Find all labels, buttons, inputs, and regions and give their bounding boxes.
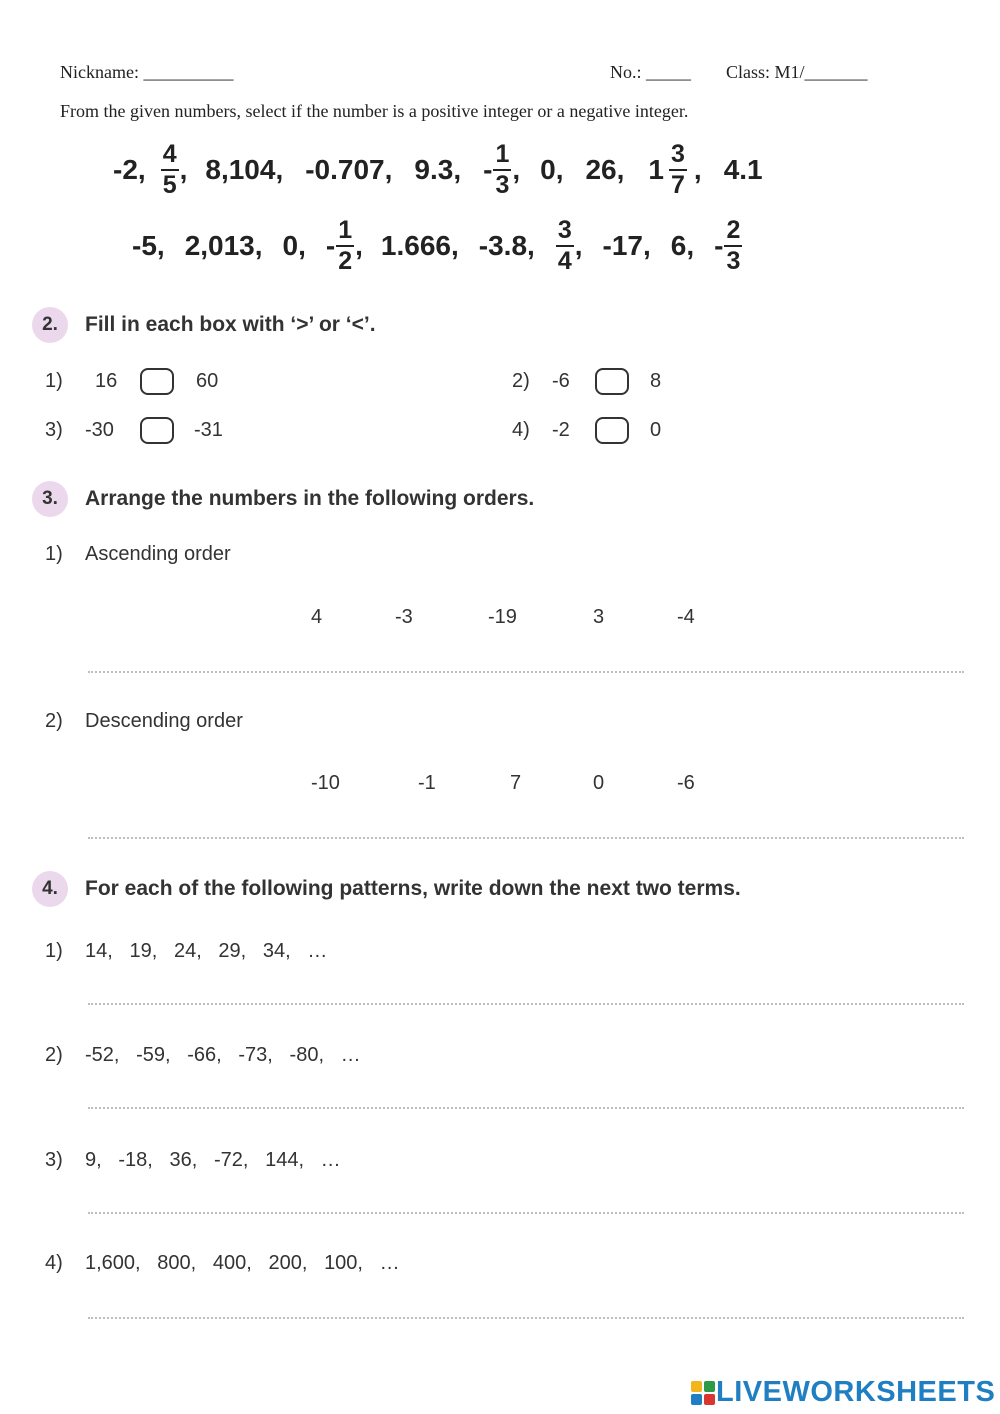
pattern-label: 2) [45, 1044, 63, 1066]
number-token[interactable]: 26, [585, 154, 625, 185]
order-number: 3 [593, 606, 605, 628]
order-number: -10 [311, 772, 340, 794]
order-number: -3 [395, 606, 413, 628]
numerator: 2 [724, 218, 742, 247]
pattern-label: 1) [45, 940, 63, 962]
compare-item-label: 2) [512, 370, 530, 392]
pattern-label: 3) [45, 1149, 63, 1171]
answer-box[interactable] [140, 368, 174, 395]
logo-text: LIVEWORKSHEETS [716, 1376, 996, 1408]
fraction [669, 142, 687, 198]
numerator: 3 [669, 142, 687, 171]
number-token[interactable] [555, 218, 583, 274]
number-token[interactable]: 9.3, [414, 154, 462, 185]
answer-line[interactable] [88, 837, 964, 839]
number-token[interactable] [160, 142, 188, 198]
numerator: 1 [336, 218, 354, 247]
number-token[interactable]: -0.707, [305, 154, 393, 185]
numerator: 4 [161, 142, 179, 171]
number-token[interactable]: 1.666, [380, 230, 459, 261]
number-token[interactable]: -3.8, [478, 230, 535, 261]
answer-box[interactable] [140, 417, 174, 444]
comma: , [179, 154, 188, 185]
order-number: -6 [677, 772, 695, 794]
liveworksheets-logo [690, 1376, 995, 1409]
order-number: -19 [488, 606, 517, 628]
number-token[interactable] [326, 218, 363, 274]
number-token[interactable]: -17, [602, 230, 651, 261]
number-token[interactable] [714, 218, 743, 274]
fraction [724, 218, 742, 274]
compare-item-label: 1) [45, 370, 63, 392]
denominator: 5 [162, 171, 177, 199]
comma: , [512, 154, 521, 185]
minus-sign: - [325, 230, 336, 261]
number-token[interactable]: 0, [540, 154, 564, 185]
compare-item-label: 4) [512, 419, 530, 441]
nickname-field[interactable]: Nickname: __________ [60, 62, 234, 82]
answer-line[interactable] [88, 1317, 964, 1319]
order-number: -1 [418, 772, 436, 794]
order-part-label: 2) [45, 710, 63, 732]
number-token[interactable]: 6, [670, 230, 695, 261]
number-token[interactable]: -2, [113, 154, 146, 185]
number-token[interactable]: 2,013, [184, 230, 263, 261]
numerator: 3 [556, 218, 574, 247]
compare-right-value: 0 [650, 419, 662, 441]
fraction [336, 218, 354, 274]
number-token[interactable] [483, 142, 520, 198]
instruction-text: From the given numbers, select if the number is a positive integer or a negative integer. [60, 101, 689, 121]
number-row-1 [113, 138, 763, 202]
denominator: 7 [671, 171, 685, 199]
compare-left-value: -2 [552, 419, 570, 441]
comma: , [574, 230, 583, 261]
pattern-sequence: 1,600, 800, 400, 200, 100, … [85, 1252, 400, 1274]
order-number: 0 [593, 772, 605, 794]
comma: , [693, 154, 702, 185]
number-row-2 [132, 214, 743, 278]
pattern-sequence: -52, -59, -66, -73, -80, … [85, 1044, 361, 1066]
section-2-badge: 2. [32, 307, 68, 343]
logo-grid-icon [690, 1380, 716, 1406]
order-part-title: Descending order [85, 710, 243, 732]
number-token[interactable]: 0, [282, 230, 306, 261]
compare-left-value: -6 [552, 370, 570, 392]
section-4-badge: 4. [32, 871, 68, 907]
section-2-title: Fill in each box with ‘>’ or ‘<’. [85, 313, 376, 336]
denominator: 3 [495, 171, 510, 199]
pattern-sequence: 14, 19, 24, 29, 34, … [85, 940, 328, 962]
fraction [493, 142, 511, 198]
compare-right-value: 8 [650, 370, 662, 392]
number-token[interactable]: 4.1 [723, 154, 763, 185]
number-token[interactable]: 8,104, [205, 154, 284, 185]
pattern-sequence: 9, -18, 36, -72, 144, … [85, 1149, 341, 1171]
answer-box[interactable] [595, 368, 629, 395]
denominator: 3 [726, 247, 741, 275]
denominator: 4 [557, 247, 572, 275]
order-number: 7 [510, 772, 522, 794]
minus-sign: - [714, 230, 724, 261]
order-part-title: Ascending order [85, 543, 231, 565]
answer-line[interactable] [88, 671, 964, 673]
section-4-title: For each of the following patterns, write down the next two terms. [85, 877, 741, 900]
order-number: 4 [311, 606, 323, 628]
answer-line[interactable] [88, 1212, 964, 1214]
comma: , [355, 230, 363, 261]
compare-left-value: -30 [85, 419, 114, 441]
compare-item-label: 3) [45, 419, 63, 441]
fraction [161, 142, 179, 198]
section-3-title: Arrange the numbers in the following orders. [85, 487, 535, 510]
order-part-label: 1) [45, 543, 63, 565]
class-field[interactable]: Class: M1/_______ [726, 62, 868, 82]
minus-sign: - [483, 154, 493, 185]
order-number: -4 [677, 606, 695, 628]
denominator: 2 [338, 247, 353, 275]
compare-left-value: 16 [95, 370, 118, 392]
number-token[interactable]: -5, [132, 230, 165, 261]
section-3-badge: 3. [32, 481, 68, 517]
compare-right-value: 60 [196, 370, 219, 392]
number-field[interactable]: No.: _____ [610, 62, 691, 82]
number-token[interactable] [648, 142, 701, 198]
whole-part: 1 [648, 154, 664, 185]
numerator: 1 [493, 142, 511, 171]
fraction [556, 218, 574, 274]
answer-box[interactable] [595, 417, 629, 444]
answer-line[interactable] [88, 1107, 964, 1109]
compare-right-value: -31 [194, 419, 223, 441]
pattern-label: 4) [45, 1252, 63, 1274]
answer-line[interactable] [88, 1003, 964, 1005]
